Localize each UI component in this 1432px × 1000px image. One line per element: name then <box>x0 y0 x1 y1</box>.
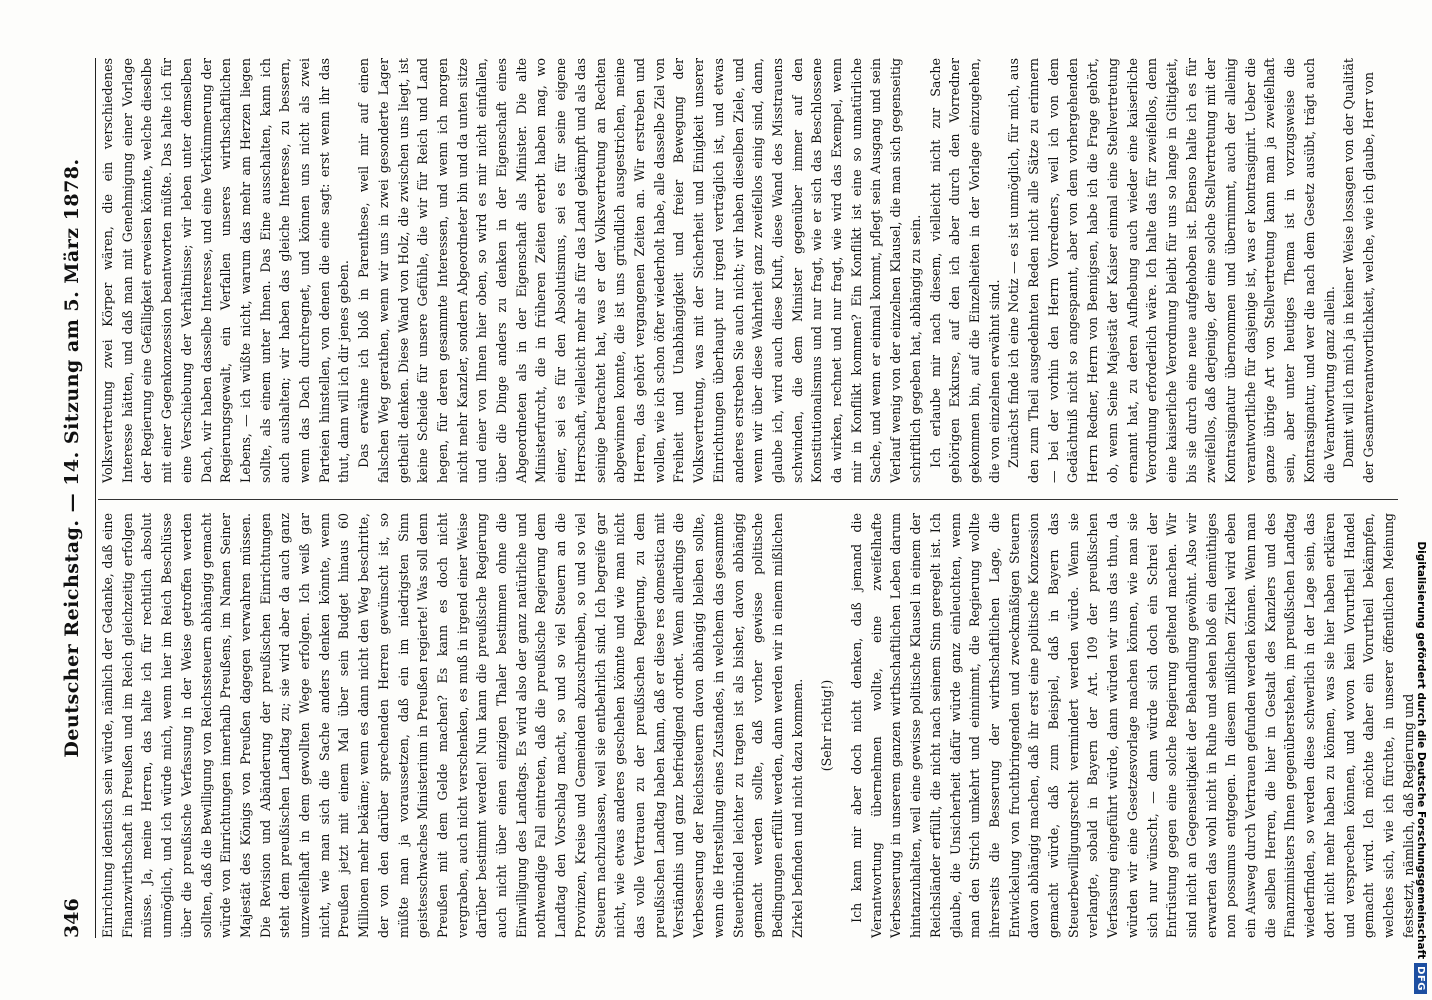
running-title: Deutscher Reichstag. — 14. Sitzung am 5. März 1878. <box>61 158 83 758</box>
right-paragraph-5: Damit will ich mich ja in keiner Weise lossagen von der Qualität der Gesamtverantwortlichkeit, welche, wie ich glaube, Herr von <box>1341 58 1376 483</box>
funding-notice <box>1410 0 1432 1000</box>
right-paragraph-2: Das erwähne ich bloß in Parenthese, weil mir auf einen falschen Weg gerathen, wenn wir uns in zwei gesonderte Lager getheilt denken. Diese Wand von Holz, die zwischen uns liegt, ist keine Scheide für unsere Gefühle, die wir für Reich und Land hegen, für deren gesammte Interessen, und wenn ich morgen nicht mehr Kanzler, sondern Abgeordneter bin und da unten sitze und einer von Ihnen hier oben, so wird es mir nicht einfallen, über die Dinge anders zu denken in der Eigenschaft eines Abgeordneten als in der Eigenschaft als Minister. Die alte Ministerfurcht, die in früheren Zeiten ererbt haben mag, wo einer, sei es für den Absolutismus, sei es für seine eigene Herrschaft, vielleicht mehr als für das Land gekämpft und als das seinige betrachtet hat, was er der Volksvertretung an Rechten abgewinnen konnte, die ist uns gründlich ausgestrichen, meine Herren, das gehört vergangenen Zeiten an. Wir erstreben und wollen, wie ich schon öfter wiederholt habe, alle dasselbe Ziel von Freiheit und Unabhängigkeit und freier Bewegung der Volksvertretung, was mit der Sicherheit und Einigkeit unserer Einrichtungen überhaupt nur irgend verträglich ist, und etwas anderes erstreben Sie auch nicht; wir haben dieselben Ziele, und wenn wir über diese Wahrheit ganz zweifellos einig sind, dann, glaube ich, wird auch diese Kluft, diese Wand des Misstrauens schwinden, die dem Minister gegenüber immer auf den Konstitutionalismus und nur fragt, wie er sich das Beschlossene da wirken, rechnet und nur fragt, wie wird das Exempel, wenn mir in Konflikt kommen? Ein Konflikt ist eine so unnatürliche Sache, und wenn er einmal kommt, pflegt sein Ausgang und sein Verlauf wenig von der einzelnen Klausel, die man sich gegenseitig schriftlich gegeben hat, abhängig zu sein. <box>356 58 923 483</box>
interjection: (Sehr richtig!) <box>819 679 835 772</box>
page-number: 346 <box>61 898 83 938</box>
left-paragraph-1: Einrichtung identisch sein würde, nämlich der Gedanke, daß eine Finanzwirthschaft in Preußen und im Reich gleichzeitig erfolgen müsse. Ja, meine Herren, das halte ich für rechtlich absolut unmöglich, und ich würde mich, wenn hier im Reich Beschlüsse über die preußische Verfassung in der Weise getroffen werden sollten, daß die Bewilligung von Reichssteuern abhängig gemacht würde von Einrichtungen innerhalb Preußens, im Namen Seiner Majestät des Königs von Preußen dagegen verwahren müssen. Die Revision und Abänderung der preußischen Einrichtungen steht dem preußischen Landtag zu; sie wird aber da auch ganz unzweifelhaft in dem gewollten Wege erfolgen. Ich weiß gar nicht, wie man sich die Sache anders denken könnte, wenn Preußen jetzt mit einem Mal über sein Budget hinaus 60 Millionen mehr bekäme; wenn es dann nicht den Weg beschritte, der von den darüber sprechenden Herren gewünscht ist, so müßte man ja voraussetzen, daß ein im niedrigsten Sinn geistesschwaches Ministerium in Preußen regierte! Was soll denn Preußen mit dem Gelde machen? Es kann es doch nicht vergraben, auch nicht verschenken, es muß in irgend einer Weise darüber bestimmt werden! Nun kann die preußische Regierung auch nicht über einen einzigen Thaler bestimmen ohne die Einwilligung des Landtags. Es wird also der ganz natürliche und nothwendige Fall eintreten, daß die preußische Regierung dem Landtag den Vorschlag macht, so und so viel Steuern an die Provinzen, Kreise und Gemeinden abzuschreiben, so und so viel Steuern nachzulassen, weil sie entbehrlich sind. Ich begreife gar nicht, wie etwas anderes geschehen könnte und wie man nicht das volle Vertrauen zu der preußischen Regierung, zu dem preußischen Landtag haben kann, daß er diese res domestica mit Verständnis und ganz befriedigend ordnet. Wenn allerdings die Verbesserung der Reichssteuern davon abhängig bleiben sollte, wenn die Herstellung eines Zustandes, in welchem das gesammte Steuerbündel leichter zu tragen ist als bisher, davon abhängig gemacht werden sollte, daß vorher gewisse politische Bedingungen erfüllt werden, dann werden wir in einem mißlichen Zirkel befinden und nicht dazu kommen. <box>100 513 805 938</box>
right-paragraph-4: Zunächst finde ich eine Notiz — es ist unmöglich, für mich, aus den zum Theil ausgedehnten Reden nicht alle Sätze zu erinnern — bei der vorhin den Herrn Vorredners, weil ich von dem Gedächtniß nicht so angespannt, aber von dem vorhergehenden Herrn Redner, Herrn von Bennigsen, habe ich die Frage gehört, ob, wenn Seine Majestät der Kaiser einmal eine Stellvertretung ernannt hat, zu deren Aufhebung auch wieder eine kaiserliche Verordnung erforderlich wäre. Ich halte das für zweifellos, denn eine kaiserliche Verordnung bleibt für uns so lange in Giltigkeit, bis sie durch eine neue aufgehoben ist. Ebenso halte ich es für zweifellos, daß derjenige, der eine solche Stellvertretung mit der Kontrasignatur übernommen und übernimmt, auch der alleinig verantwortliche für dasjenige ist, was er kontrasignirt. Ueber die ganze übrige Art von Stellvertretung kann man ja zweifelhaft sein, aber unter heutiges Thema ist in vorzugsweise die Kontrasignatur, und wer die nach dem Gesetz ausübt, trägt auch die Verantwortung ganz allein. <box>1006 58 1337 483</box>
header-rule <box>95 58 96 938</box>
column-divider <box>98 499 1398 500</box>
right-column <box>98 58 1403 483</box>
page-header <box>52 58 92 938</box>
right-paragraph-3: Ich erlaube mir nach diesem, vielleicht nicht zur Sache gehörigen Exkurse, auf den ich aber durch den Vorredner gekommen bin, auf die Einzelheiten in der Vorlage einzugehen, die von einzelnen erwähnt sind. <box>927 58 1002 483</box>
left-paragraph-2: Ich kann mir aber doch nicht denken, daß jemand die Verantwortung übernehmen wollte, eine zweifelhafte Verbesserung in unserem ganzen wirthschaftlichen Leben darum hintanzuhalten, weil eine gewisse politische Klausel in einem der Reichsländer erfüllt, die nicht nach seinem Sinn geregelt ist. Ich glaube, die Unsicherheit dafür würde ganz einleuchten, wenn man den Strich umkehrt und einnimmt, die Regierung wollte ihrerseits die Besserung der wirthschaftlichen Lage, die Entwickelung von fruchtbringenden und zweckmäßigen Steuern davon abhängig machen, daß ihr erst eine politische Konzession gemacht würde, daß zum Beispiel, daß in Bayern das Steuerbewilligungsrecht vermindert werden würde. Wenn sie verlangte, sobald in Bayern der Art. 109 der preußischen Verfassung eingeführt würde, dann würden wir uns das thun, da würden wir eine Gesetzesvorlage machen können, wie man sie sich nur wünscht, — dann würde sich doch ein Schrei der Entrüstung gegen eine solche Regierung geltend machen. Wir sind nicht an Gegenseitigkeit der Behandlung gewöhnt. Also wir erwarten das wohl nicht in Ruhe und sehen bloß ein demüthiges non possumus entgegen. In diesem mißlichen Zirkel wird eben ein Ausweg durch Vertrauen gefunden werden können. Wenn man die selben Herren, die hier in Gestalt des Kanzlers und des Finanzministers Ihnen gegenüberstehen, im preußischen Landtag wiederfinden, so werden diese schwerlich in der Lage sein, das dort nicht mehr haben zu können, was sie hier haben erklären und versprechen können, und wovon kein Vorurtheil Handel gemacht wird. Ich möchte daher ein Vorurtheil bekämpfen, welches sich, wie ich fürchte, in unserer öffentlichen Meinung festsetzt, nämlich, daß Regierung und <box>849 513 1416 938</box>
dfg-logo: DFG <box>1415 963 1428 994</box>
right-paragraph-1: Volksvertretung zwei Körper wären, die ein verschiedenes Interesse hätten, und daß man mit Genehmigung einer Vorlage der Regierung eine Gefälligkeit erweisen könnte, welche dieselbe mit einer Gegenkonzession beantworten müßte. Das halte ich für eine Verschiebung der Verhältnisse; wir leben unter demselben Dach, wir haben dasselbe Interesse, und eine Verkümmerung der Regierungsgewalt, ein Verfallen unseres wirthschaftlichen Lebens, — ich wüßte nicht, warum das mehr am Herzen liegen sollte, als einem unter Ihnen. Das Eine ausschalten, kann ich auch aushalten; wir haben das gleiche Interesse, zu bessern, wenn das Dach durchregnet, und können uns nicht als zwei Parteien hinstellen, von denen die eine sagt: erst wenn ihr das thut, dann will ich dir jenes geben. <box>100 58 352 483</box>
funding-notice-text: Digitalisierung gefördert durch die Deutsche Forschungsgemeinschaft <box>1415 541 1427 960</box>
left-column <box>98 513 1416 938</box>
